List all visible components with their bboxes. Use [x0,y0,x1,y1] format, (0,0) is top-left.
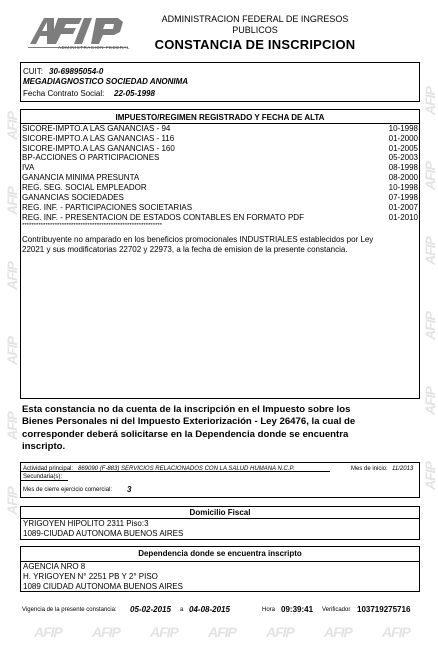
promo-note-line-1: Contribuyente no amparado en los beneficios promocionales INDUSTRIALES establecidos por Ley [22,235,374,244]
registration-row [22,213,418,223]
dependency-line-3: 1089 CIUDAD AUTONOMA BUENOS AIRES [23,582,183,591]
registration-date: 08-2000 [388,173,418,182]
start-month-label: Mes de inicio: [351,466,388,472]
organization-name [150,14,360,36]
registration-row [22,134,418,144]
registration-row [22,193,418,203]
watermark-mark: AFIP [4,262,20,290]
fiscal-month-value: 3 [127,485,132,494]
warning-line-3: corresponder deberá solicitarse en la Dependencia donde se encuentra [22,428,349,440]
warning-line-1: Esta constancia no da cuenta de la inscripción en el Impuesto sobre los [22,404,351,415]
registration-date: 01-2005 [388,144,418,153]
watermark-mark: AFIP [422,162,438,190]
watermark-mark: AFIP [422,312,438,340]
validity-to: 04-08-2015 [189,605,230,614]
registration-name: REG. SEG. SOCIAL EMPLEADOR [22,183,147,192]
fiscal-address-line-1: YRIGOYEN HIPOLITO 2311 Piso:3 [23,519,149,528]
registration-row [22,124,418,134]
dependency-line-2: H. YRIGOYEN N° 2251 PB Y 2° PISO [23,572,158,581]
registration-date: 01-2010 [388,213,418,222]
time-label: Hora [262,607,276,613]
watermark-mark: AFIP [422,237,438,265]
cuit-value: 30-69895054-0 [49,67,104,76]
logo-subtext: ADMINISTRACION FEDERAL [58,45,131,50]
registration-name: SICORE-IMPTO.A LAS GANANCIAS - 160 [22,144,175,153]
time-value: 09:39:41 [281,605,314,614]
watermark-mark: AFIP [208,624,236,640]
secondary-divider [20,480,68,481]
registration-date: 01-2007 [388,203,418,212]
watermark-mark: AFIP [4,337,20,365]
registration-name: REG. INF. - PARTICIPACIONES SOCIETARIAS [22,203,193,212]
watermark-mark: AFIP [92,624,120,640]
fiscal-address-box [20,506,420,540]
secondary-activities-label: Secundaria(s): [23,474,63,480]
verifier-value: 103719275716 [357,605,411,614]
registration-row [22,153,418,163]
org-line-2: PUBLICOS [232,25,278,35]
registration-row [22,183,418,193]
warning-line-2: Bienes Personales ni del Impuesto Exteriorización - Ley 26476, la cual de [22,416,356,428]
activity-label: Actividad principal: [23,466,74,472]
registration-name: GANANCIA MINIMA PRESUNTA [22,173,140,182]
personal-assets-warning [22,404,418,453]
registration-name: GANANCIAS SOCIEDADES [22,193,124,202]
company-name: MEGADIAGNOSTICO SOCIEDAD ANONIMA [23,77,189,86]
validity-from: 05-02-2015 [130,605,171,614]
registration-row [22,173,418,183]
registration-date: 05-2003 [388,153,418,162]
watermark-mark: AFIP [266,624,294,640]
registration-name: REG. INF. - PRESENTACION DE ESTADOS CONTABLES EN FORMATO PDF [22,213,304,222]
fiscal-address-line-2: 1089-CIUDAD AUTONOMA BUENOS AIRES [23,529,184,538]
activity-box [20,462,420,498]
registration-date: 07-1998 [388,193,418,202]
verifier-label: Verificador [322,607,351,613]
registration-name: SICORE-IMPTO.A LAS GANANCIAS - 94 [22,124,171,133]
contract-date-label: Fecha Contrato Social: [23,89,105,98]
registration-name: IVA [22,163,35,172]
watermark-mark: AFIP [422,87,438,115]
registration-row [22,163,418,173]
registrations-heading: IMPUESTO/REGIMEN REGISTRADO Y FECHA DE ALTA [115,113,325,122]
fiscal-address-heading: Domicilio Fiscal [189,508,251,517]
document-title: CONSTANCIA DE INSCRIPCION [154,37,356,52]
taxpayer-box [20,62,420,102]
registration-name: SICORE-IMPTO.A LAS GANANCIAS - 116 [22,134,175,143]
registration-date: 10-1998 [388,124,418,133]
activity-divider [20,471,330,472]
contract-date-value: 22-05-1998 [114,89,155,98]
dependency-box [20,546,420,592]
watermark-mark: AFIP [324,624,352,640]
watermark-mark: AFIP [4,112,20,140]
registration-date: 10-1998 [388,183,418,192]
watermark-mark: AFIP [382,624,410,640]
fiscal-month-label: Mes de cierre ejercicio comercial: [23,487,113,493]
watermark-mark: AFIP [422,387,438,415]
registration-row [22,203,418,213]
registration-date: 01-2000 [388,134,418,143]
separator-stars: ************************************************************ [22,223,163,229]
dependency-heading: Dependencia donde se encuentra inscripto [138,549,302,558]
watermark-mark: AFIP [34,624,62,640]
watermark-mark: AFIP [4,187,20,215]
registration-date: 08-1998 [388,163,418,172]
promo-note-line-2: 22021 y sus modificatorias 22702 y 22973, a la fecha de emision de la presente constancia. [22,245,348,254]
validity-label: Vigencia de la presente constancia: [22,607,117,613]
dependency-line-1: AGENCIA NRO 8 [23,562,86,571]
activity-value: 869090 (F-883) SERVICIOS RELACIONADOS CON LA SALUD HUMANA N.C.P. [78,466,295,472]
watermark-mark: AFIP [150,624,178,640]
cuit-label: CUIT: [23,67,43,76]
watermark-mark: AFIP [4,487,20,515]
start-month-value: 11/2013 [392,466,414,472]
watermark-mark: AFIP [422,462,438,490]
validity-a: a [180,607,184,613]
watermark-mark: AFIP [4,412,20,440]
org-line-1: ADMINISTRACION FEDERAL DE INGRESOS [161,14,349,24]
warning-line-4: inscripto. [22,440,66,452]
registration-name: BP-ACCIONES O PARTICIPACIONES [22,153,160,162]
